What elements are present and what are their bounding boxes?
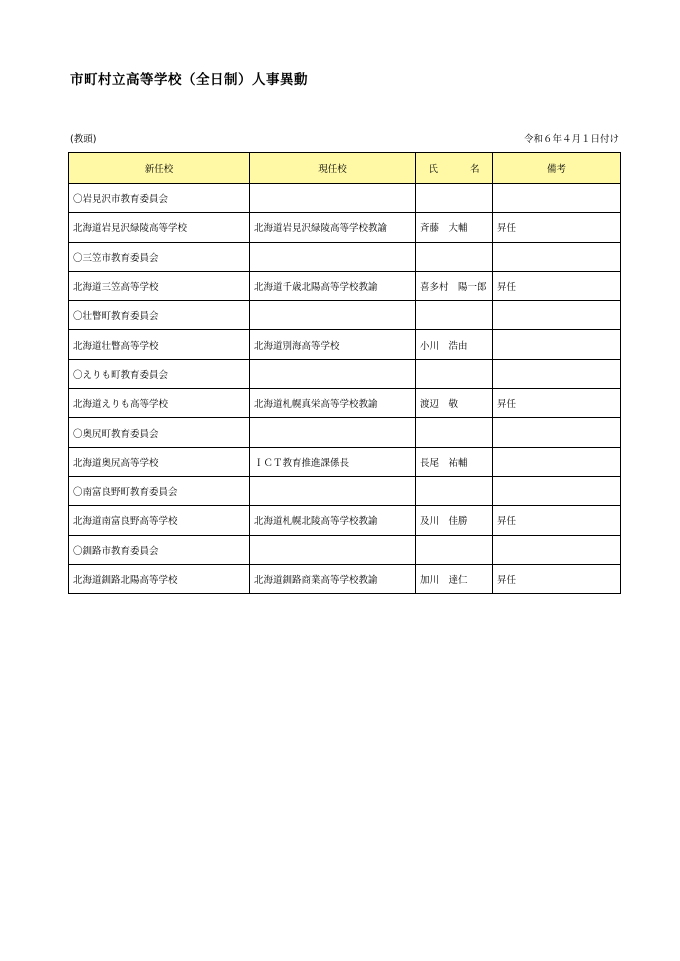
header-current-school: 現任校: [250, 153, 416, 184]
cell-name: 喜多村 陽一郎: [416, 271, 493, 300]
cell-new-school: 〇三笠市教育委員会: [69, 242, 250, 271]
cell-new-school: 〇えりも町教育委員会: [69, 359, 250, 388]
table-row: [69, 271, 621, 300]
cell-current-school: 北海道岩見沢緑陵高等学校教諭: [250, 213, 416, 242]
cell-new-school: 北海道えりも高等学校: [69, 389, 250, 418]
cell-name: 小川 浩由: [416, 330, 493, 359]
board-row: [69, 476, 621, 505]
cell-remarks: 昇任: [493, 389, 621, 418]
cell-remarks: [493, 242, 621, 271]
board-row: [69, 359, 621, 388]
cell-new-school: 北海道壮瞥高等学校: [69, 330, 250, 359]
cell-remarks: [493, 359, 621, 388]
cell-current-school: [250, 476, 416, 505]
cell-new-school: 〇壮瞥町教育委員会: [69, 301, 250, 330]
cell-name: [416, 242, 493, 271]
effective-date: 令和６年４月１日付け: [523, 134, 619, 145]
cell-current-school: [250, 359, 416, 388]
cell-name: [416, 184, 493, 213]
cell-current-school: ＩＣＴ教育推進課係長: [250, 447, 416, 476]
table-row: [69, 330, 621, 359]
cell-new-school: 〇釧路市教育委員会: [69, 535, 250, 564]
header-name-part1: 氏: [428, 164, 438, 175]
cell-remarks: 昇任: [493, 506, 621, 535]
cell-current-school: 北海道札幌真栄高等学校教諭: [250, 389, 416, 418]
table-row: [69, 213, 621, 242]
cell-name: [416, 476, 493, 505]
cell-name: 渡辺 敬: [416, 389, 493, 418]
table-row: [69, 506, 621, 535]
cell-new-school: 北海道岩見沢緑陵高等学校: [69, 213, 250, 242]
cell-name: 加川 達仁: [416, 564, 493, 593]
table-row: [69, 389, 621, 418]
cell-current-school: 北海道札幌北陵高等学校教諭: [250, 506, 416, 535]
cell-remarks: [493, 476, 621, 505]
cell-name: [416, 535, 493, 564]
header-remarks: 備考: [493, 153, 621, 184]
cell-remarks: [493, 330, 621, 359]
cell-new-school: 〇奥尻町教育委員会: [69, 418, 250, 447]
table-row: [69, 447, 621, 476]
cell-remarks: [493, 184, 621, 213]
cell-name: 斉藤 大輔: [416, 213, 493, 242]
table-row: [69, 564, 621, 593]
board-row: [69, 535, 621, 564]
cell-remarks: [493, 418, 621, 447]
cell-new-school: 〇南富良野町教育委員会: [69, 476, 250, 505]
cell-current-school: [250, 535, 416, 564]
board-row: [69, 301, 621, 330]
cell-name: [416, 359, 493, 388]
cell-current-school: 北海道千歳北陽高等学校教諭: [250, 271, 416, 300]
cell-name: 及川 佳勝: [416, 506, 493, 535]
cell-current-school: [250, 184, 416, 213]
cell-current-school: [250, 242, 416, 271]
cell-name: [416, 418, 493, 447]
cell-remarks: 昇任: [493, 213, 621, 242]
cell-name: [416, 301, 493, 330]
board-row: [69, 242, 621, 271]
document-title: 市町村立高等学校（全日制）人事異動: [70, 72, 308, 88]
board-row: [69, 184, 621, 213]
header-new-school: 新任校: [69, 153, 250, 184]
cell-new-school: 〇岩見沢市教育委員会: [69, 184, 250, 213]
cell-new-school: 北海道三笠高等学校: [69, 271, 250, 300]
header-name-part2: 名: [470, 164, 480, 175]
cell-remarks: [493, 301, 621, 330]
cell-new-school: 北海道南富良野高等学校: [69, 506, 250, 535]
personnel-transfer-table: [68, 152, 621, 594]
cell-new-school: 北海道釧路北陽高等学校: [69, 564, 250, 593]
cell-remarks: [493, 535, 621, 564]
cell-remarks: 昇任: [493, 564, 621, 593]
cell-remarks: 昇任: [493, 271, 621, 300]
cell-remarks: [493, 447, 621, 476]
cell-current-school: [250, 418, 416, 447]
cell-name: 長尾 祐輔: [416, 447, 493, 476]
cell-current-school: 北海道釧路商業高等学校教諭: [250, 564, 416, 593]
header-name: [416, 153, 493, 184]
table-header-row: [69, 153, 621, 184]
position-category: (教頭): [70, 134, 97, 145]
cell-current-school: 北海道別海高等学校: [250, 330, 416, 359]
board-row: [69, 418, 621, 447]
cell-current-school: [250, 301, 416, 330]
cell-new-school: 北海道奥尻高等学校: [69, 447, 250, 476]
